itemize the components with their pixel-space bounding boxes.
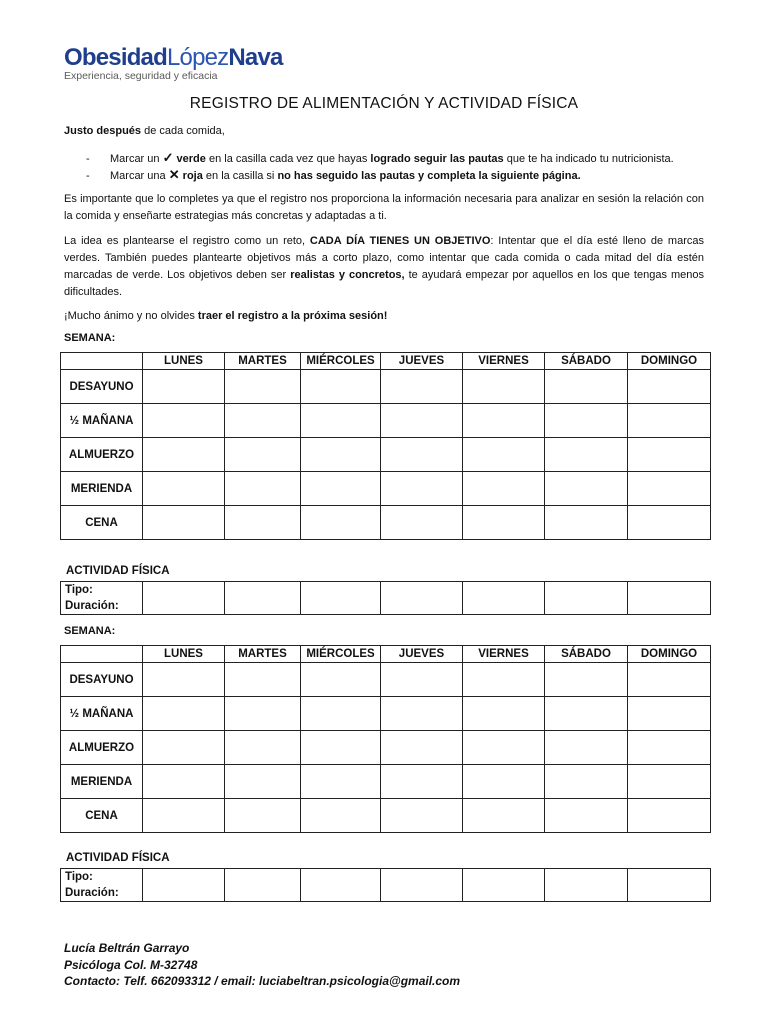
logo-wordmark: ObesidadLópezNava [64,44,283,71]
entry-cell[interactable] [545,582,628,615]
entry-cell[interactable] [545,765,628,799]
entry-cell[interactable] [225,697,301,731]
entry-cell[interactable] [545,438,628,472]
bullet-green: - Marcar un ✓ verde en la casilla cada vez que hayas logrado seguir las pautas que te ha indicado tu nutricionista. [86,150,674,165]
logo [64,44,283,82]
entry-cell[interactable] [225,370,301,404]
entry-cell[interactable] [463,506,545,540]
entry-cell[interactable] [301,404,381,438]
table-row [61,472,711,506]
day-header: MARTES [225,353,301,370]
entry-cell[interactable] [381,438,463,472]
entry-cell[interactable] [143,506,225,540]
entry-cell[interactable] [463,765,545,799]
table-row [61,663,711,697]
activity-table-1 [60,581,711,615]
corner-cell [61,646,143,663]
entry-cell[interactable] [301,799,381,833]
entry-cell[interactable] [381,697,463,731]
cross-icon: ✕ [168,167,180,182]
entry-cell[interactable] [463,869,545,902]
entry-cell[interactable] [628,404,711,438]
meal-table-1 [60,352,711,540]
entry-cell[interactable] [628,663,711,697]
entry-cell[interactable] [381,765,463,799]
meal-label: MERIENDA [61,765,143,799]
activity-type-label: Tipo: Duración: [61,869,143,902]
entry-cell[interactable] [545,663,628,697]
entry-cell[interactable] [628,582,711,615]
entry-cell[interactable] [463,697,545,731]
entry-cell[interactable] [545,799,628,833]
entry-cell[interactable] [381,370,463,404]
entry-cell[interactable] [628,731,711,765]
entry-cell[interactable] [225,663,301,697]
table-row [61,731,711,765]
entry-cell[interactable] [628,472,711,506]
entry-cell[interactable] [301,438,381,472]
table-row [61,697,711,731]
entry-cell[interactable] [381,472,463,506]
entry-cell[interactable] [545,404,628,438]
day-header: MARTES [225,646,301,663]
day-header: VIERNES [463,353,545,370]
table-header-row [61,353,711,370]
day-header: MIÉRCOLES [301,353,381,370]
day-header: DOMINGO [628,353,711,370]
meal-label: ALMUERZO [61,438,143,472]
entry-cell[interactable] [143,799,225,833]
paragraph-goal: La idea es plantearse el registro como un reto, CADA DÍA TIENES UN OBJETIVO: Intentar que el día esté lleno de marcas verdes. También puedes plantearte objetivos más a corto plazo, como intentar que cada comida o cada mitad del día estén marcadas de verde. Los objetivos deben ser realistas y concretos, te ayudará empezar por aquellos en los que tengas menos dificultades. [64,235,704,298]
entry-cell[interactable] [381,731,463,765]
table-row [61,438,711,472]
entry-cell[interactable] [628,370,711,404]
table-row [61,799,711,833]
day-header: LUNES [143,646,225,663]
meal-label: CENA [61,799,143,833]
corner-cell [61,353,143,370]
meal-label: DESAYUNO [61,663,143,697]
entry-cell[interactable] [463,582,545,615]
entry-cell[interactable] [301,697,381,731]
entry-cell[interactable] [301,582,381,615]
entry-cell[interactable] [545,869,628,902]
entry-cell[interactable] [301,731,381,765]
entry-cell[interactable] [463,472,545,506]
entry-cell[interactable] [225,506,301,540]
entry-cell[interactable] [381,404,463,438]
meal-label: CENA [61,506,143,540]
footer-signature [64,940,460,990]
entry-cell[interactable] [463,404,545,438]
page-title: REGISTRO DE ALIMENTACIÓN Y ACTIVIDAD FÍSICA [189,95,579,112]
entry-cell[interactable] [628,799,711,833]
activity-label-1: ACTIVIDAD FÍSICA [66,565,170,577]
entry-cell[interactable] [463,370,545,404]
week-label-2: SEMANA: [64,625,116,637]
activity-table-2 [60,868,711,902]
entry-cell[interactable] [463,731,545,765]
entry-cell[interactable] [225,731,301,765]
footer-title: Psicóloga Col. M-32748 [64,957,198,972]
entry-cell[interactable] [628,438,711,472]
meal-table-2 [60,645,711,833]
entry-cell[interactable] [628,765,711,799]
entry-cell[interactable] [225,869,301,902]
entry-cell[interactable] [301,506,381,540]
table-row [61,370,711,404]
entry-cell[interactable] [381,506,463,540]
table-header-row [61,646,711,663]
day-header: DOMINGO [628,646,711,663]
check-icon: ✓ [162,150,174,165]
entry-cell[interactable] [463,799,545,833]
day-header: LUNES [143,353,225,370]
table-row [61,404,711,438]
entry-cell[interactable] [225,404,301,438]
entry-cell[interactable] [301,370,381,404]
entry-cell[interactable] [545,731,628,765]
entry-cell[interactable] [225,582,301,615]
entry-cell[interactable] [463,438,545,472]
activity-label-2: ACTIVIDAD FÍSICA [66,852,170,864]
meal-label: MERIENDA [61,472,143,506]
entry-cell[interactable] [381,663,463,697]
entry-cell[interactable] [545,697,628,731]
entry-cell[interactable] [381,869,463,902]
meal-label: DESAYUNO [61,370,143,404]
entry-cell[interactable] [463,663,545,697]
table-row [61,765,711,799]
entry-cell[interactable] [301,663,381,697]
day-header: JUEVES [381,646,463,663]
table-row [61,869,711,902]
paragraph-encouragement: ¡Mucho ánimo y no olvides traer el registro a la próxima sesión! [64,310,388,322]
entry-cell[interactable] [301,869,381,902]
entry-cell[interactable] [381,582,463,615]
entry-cell[interactable] [143,663,225,697]
entry-cell[interactable] [628,506,711,540]
meal-label: ALMUERZO [61,731,143,765]
entry-cell[interactable] [628,697,711,731]
entry-cell[interactable] [301,765,381,799]
footer-name: Lucía Beltrán Garrayo [64,941,190,955]
day-header: VIERNES [463,646,545,663]
entry-cell[interactable] [143,582,225,615]
day-header: JUEVES [381,353,463,370]
day-header: SÁBADO [545,646,628,663]
table-row [61,506,711,540]
entry-cell[interactable] [225,799,301,833]
entry-cell[interactable] [628,869,711,902]
entry-cell[interactable] [143,472,225,506]
entry-cell[interactable] [143,438,225,472]
entry-cell[interactable] [143,869,225,902]
entry-cell[interactable] [143,370,225,404]
entry-cell[interactable] [143,697,225,731]
bullet-red: - Marcar una ✕ roja en la casilla si no has seguido las pautas y completa la siguiente página. [86,167,581,182]
paragraph-importance: Es importante que lo completes ya que el registro nos proporciona la información necesaria para analizar en sesión la relación con la comida y enseñarte estrategias más concretas y adaptadas a ti. [64,193,704,222]
entry-cell[interactable] [545,472,628,506]
entry-cell[interactable] [225,472,301,506]
entry-cell[interactable] [143,404,225,438]
entry-cell[interactable] [225,765,301,799]
table-row [61,582,711,615]
intro-text: Justo después de cada comida, [64,125,225,137]
activity-type-label: Tipo: Duración: [61,582,143,615]
week-label-1: SEMANA: [64,332,116,344]
meal-label: ½ MAÑANA [61,697,143,731]
meal-label: ½ MAÑANA [61,404,143,438]
entry-cell[interactable] [381,799,463,833]
entry-cell[interactable] [301,472,381,506]
entry-cell[interactable] [225,438,301,472]
day-header: MIÉRCOLES [301,646,381,663]
entry-cell[interactable] [545,370,628,404]
day-header: SÁBADO [545,353,628,370]
entry-cell[interactable] [545,506,628,540]
entry-cell[interactable] [143,765,225,799]
footer-contact: Contacto: Telf. 662093312 / email: luciabeltran.psicologia@gmail.com [64,974,461,988]
logo-tagline: Experiencia, seguridad y eficacia [64,70,218,82]
entry-cell[interactable] [143,731,225,765]
